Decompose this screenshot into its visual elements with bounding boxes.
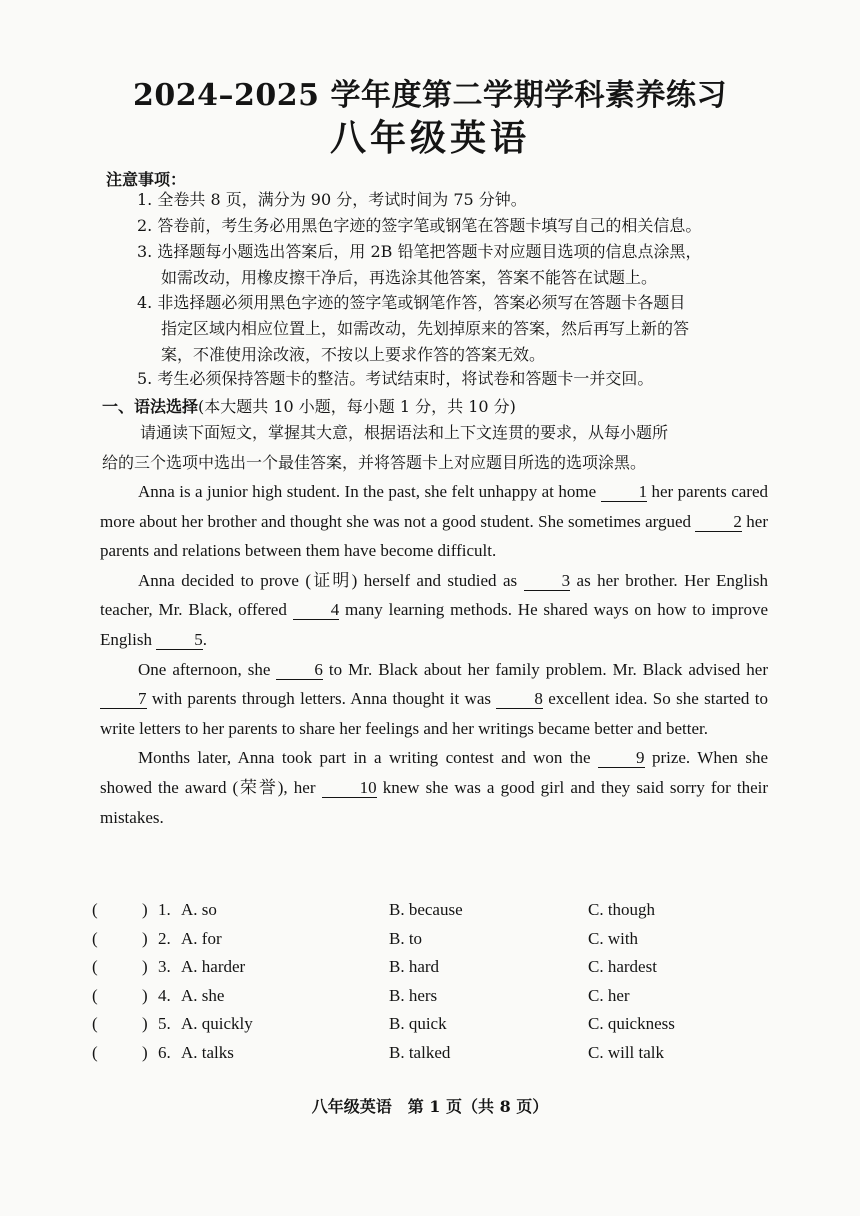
notes-heading: 注意事项： [106, 170, 187, 189]
answer-blank: 1 [601, 483, 648, 502]
section-instruction: 请通读下面短文，掌握其大意，根据语法和上下文连贯的要求，从每小题所 给的三个选项中选出一个最佳答案，并将答题卡上对应题目所选的选项涂黑。 [102, 423, 669, 472]
option-b: B. to [389, 928, 423, 948]
option-a: A. so [181, 900, 217, 919]
option-row: ( ) 6. A. talks B. talked C. will talk [92, 1042, 665, 1062]
exam-title: 2024–2025 学年度第二学期学科素养练习 [133, 78, 727, 113]
answer-blank: 4 [293, 601, 340, 620]
answer-blank: 6 [276, 661, 323, 680]
option-row: ( ) 1. A. so B. because C. though [92, 900, 656, 919]
option-c: C. will talk [588, 1042, 665, 1062]
answer-blank: 2 [695, 513, 742, 532]
option-b: B. quick [389, 1014, 447, 1034]
note-item: 2. 答卷前，考生务必用黑色字迹的签字笔或钢笔在答题卡填写自己的相关信息。 [137, 216, 702, 235]
note-item: 5. 考生必须保持答题卡的整洁。考试结束时，将试卷和答题卡一并交回。 [137, 369, 654, 388]
option-a: A. talks [181, 1042, 234, 1062]
option-c: C. hardest [588, 957, 657, 977]
answer-blank: 3 [524, 572, 571, 591]
option-b: B. hers [389, 985, 438, 1005]
cloze-passage [100, 477, 768, 832]
option-c: C. quickness [588, 1014, 675, 1034]
note-item: 4. 非选择题必须用黑色字迹的签字笔或钢笔作答，答案必须写在答题卡各题目 指定区域内相应位置上，如需改动，先划掉原来的答案，然后再写上新的答 案，不准使用涂改液，不按以上要求作答的答案无效。 [137, 293, 690, 364]
option-a: A. harder [181, 957, 246, 977]
option-row: ( ) 2. A. for B. to C. with [92, 928, 639, 948]
option-c: C. her [588, 985, 630, 1005]
passage-paragraph: One afternoon, she 6 to Mr. Black about her family problem. Mr. Black advised her 7 with parents through letters. Anna thought it was 8 excellent idea. So she started to write letters to her parents to share her feelings and her writings became better and better. [100, 659, 768, 738]
passage-paragraph: Anna is a junior high student. In the past, she felt unhappy at home 1 her parents cared more about her brother and thought she was not a good student. She sometimes argued 2 her parents and relations between them have become difficult. [100, 482, 768, 561]
option-row: ( ) 4. A. she B. hers C. her [92, 985, 630, 1005]
option-c: C. with [588, 928, 639, 948]
option-b: B. because [389, 900, 463, 919]
note-item: 1. 全卷共 8 页，满分为 90 分，考试时间为 75 分钟。 [137, 190, 527, 209]
passage-paragraph: Anna decided to prove (证明) herself and studied as 3 as her brother. Her English teacher, Mr. Black, offered 4 many learning methods. He shared ways on how to improve English 5. [100, 570, 768, 649]
option-row: ( ) 5. A. quickly B. quick C. quickness [92, 1014, 675, 1034]
option-a: A. for [181, 928, 222, 948]
answer-blank: 5 [156, 631, 203, 650]
page-footer: 八年级英语 第 1 页（共 8 页） [311, 1097, 549, 1116]
option-row: ( ) 3. A. harder B. hard C. hardest [92, 957, 657, 977]
option-a: A. she [181, 985, 225, 1005]
option-c: C. though [588, 900, 656, 919]
answer-blank: 9 [598, 749, 645, 768]
answer-blank: 8 [496, 690, 543, 709]
option-a: A. quickly [181, 1014, 253, 1034]
subject-title: 八年级英语 [329, 117, 530, 159]
option-b: B. hard [389, 957, 440, 977]
options-list [92, 900, 792, 1072]
section-heading: 一、语法选择(本大题共 10 小题，每小题 1 分，共 10 分) [102, 397, 516, 416]
answer-blank: 10 [322, 779, 377, 798]
answer-blank: 7 [100, 690, 147, 709]
option-b: B. talked [389, 1042, 451, 1062]
passage-paragraph: Months later, Anna took part in a writing contest and won the 9 prize. When she showed the award (荣誉), her 10 knew she was a good girl and they said sorry for their mistakes. [100, 748, 769, 827]
note-item: 3. 选择题每小题选出答案后，用 2B 铅笔把答题卡对应题目选项的信息点涂黑， 如需改动，用橡皮擦干净后，再选涂其他答案，答案不能答在试题上。 [137, 242, 702, 287]
